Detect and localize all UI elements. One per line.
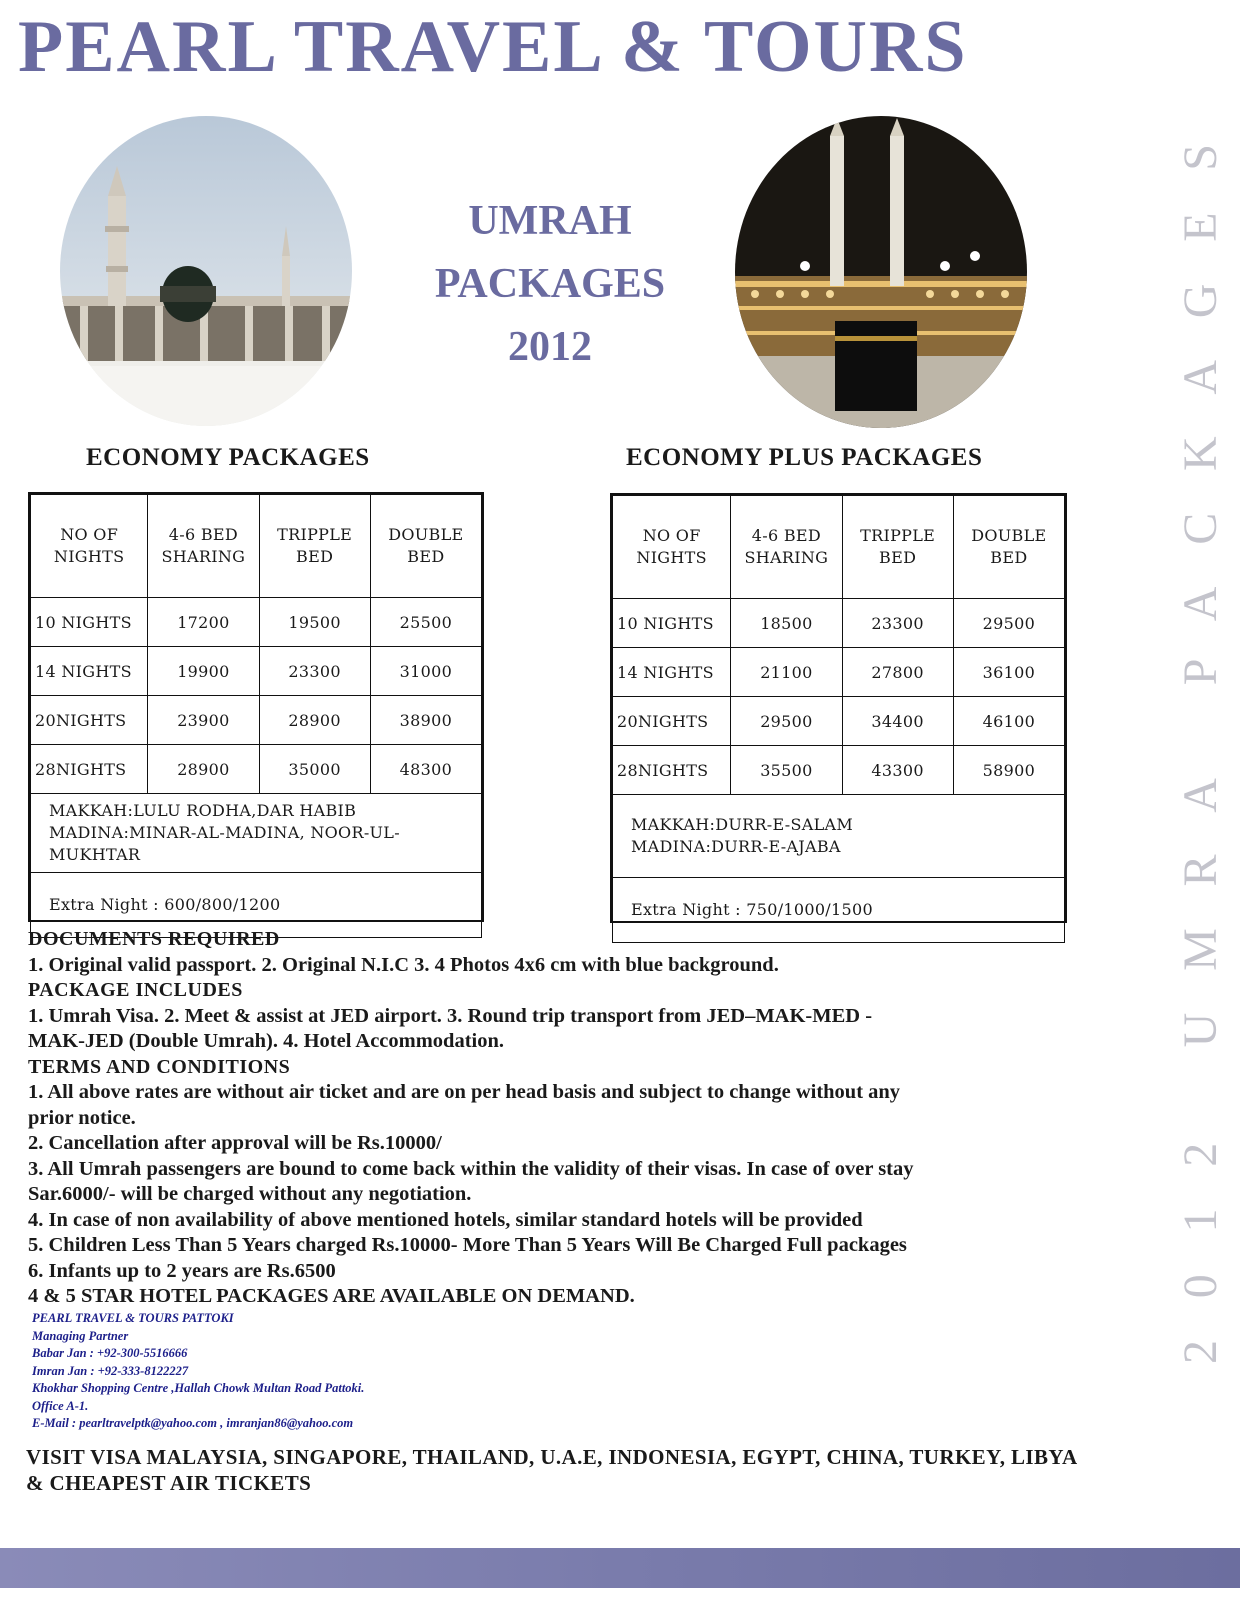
umrah-title-line2: PACKAGES bbox=[434, 261, 666, 307]
contact-block bbox=[32, 1310, 632, 1433]
price-cell: 58900 bbox=[953, 746, 1064, 795]
table-row bbox=[613, 697, 1065, 746]
side-watermark-text: 2012 UMRA PACKAGES bbox=[1174, 144, 1227, 1364]
umrah-title-line1: UMRAH bbox=[468, 198, 632, 244]
visit-visa-banner bbox=[26, 1444, 1226, 1496]
price-cell: 27800 bbox=[842, 648, 953, 697]
price-cell: 38900 bbox=[370, 696, 481, 745]
economy-packages-table bbox=[28, 492, 484, 922]
nights-cell: 28NIGHTS bbox=[31, 745, 148, 794]
includes-line2: MAK-JED (Double Umrah). 4. Hotel Accommodation. bbox=[28, 1030, 505, 1052]
terms-line: Sar.6000/- will be charged without any negotiation. bbox=[28, 1183, 472, 1205]
table-row bbox=[31, 745, 482, 794]
contact-role: Managing Partner bbox=[32, 1328, 129, 1343]
header-shared: 4-6 BED SHARING bbox=[148, 495, 259, 598]
price-cell: 31000 bbox=[370, 647, 481, 696]
documents-line: 1. Original valid passport. 2. Original N.I.C 3. 4 Photos 4x6 cm with blue background. bbox=[28, 953, 779, 976]
economy-hotels bbox=[31, 794, 482, 873]
price-cell: 28900 bbox=[259, 696, 370, 745]
terms-heading: TERMS AND CONDITIONS bbox=[28, 1055, 291, 1078]
table-row bbox=[31, 598, 482, 647]
economy-plus-hotels bbox=[613, 795, 1065, 878]
contact-company: PEARL TRAVEL & TOURS PATTOKI bbox=[32, 1311, 234, 1325]
header-triple: TRIPPLE BED bbox=[259, 495, 370, 598]
umrah-packages-title bbox=[380, 190, 720, 379]
contact-office: Office A-1. bbox=[32, 1398, 89, 1413]
nights-cell: 14 NIGHTS bbox=[613, 648, 731, 697]
kaaba-illustration bbox=[735, 116, 1027, 428]
header-double: DOUBLE BED bbox=[953, 496, 1064, 599]
terms-line: 4 & 5 STAR HOTEL PACKAGES ARE AVAILABLE ON DEMAND. bbox=[28, 1285, 635, 1307]
header-triple: TRIPPLE BED bbox=[842, 496, 953, 599]
contact-address: Khokhar Shopping Centre ,Hallah Chowk Multan Road Pattoki. bbox=[32, 1381, 365, 1395]
price-cell: 46100 bbox=[953, 697, 1064, 746]
kaaba-photo bbox=[735, 116, 1027, 428]
price-cell: 36100 bbox=[953, 648, 1064, 697]
economy-plus-packages-heading: ECONOMY PLUS PACKAGES bbox=[626, 444, 983, 471]
price-cell: 21100 bbox=[731, 648, 842, 697]
price-cell: 23300 bbox=[842, 599, 953, 648]
price-cell: 28900 bbox=[148, 745, 259, 794]
economy-extra-night: Extra Night : 600/800/1200 bbox=[31, 873, 482, 938]
price-cell: 43300 bbox=[842, 746, 953, 795]
terms-line: 6. Infants up to 2 years are Rs.6500 bbox=[28, 1259, 336, 1282]
price-cell: 35000 bbox=[259, 745, 370, 794]
price-cell: 35500 bbox=[731, 746, 842, 795]
nights-cell: 10 NIGHTS bbox=[31, 598, 148, 647]
table-row bbox=[613, 599, 1065, 648]
table-row bbox=[31, 696, 482, 745]
economy-plus-extra-night: Extra Night : 750/1000/1500 bbox=[613, 878, 1065, 943]
conditions-section bbox=[28, 927, 1168, 1310]
price-cell: 23900 bbox=[148, 696, 259, 745]
hotel-madina-cont: MUKHTAR bbox=[49, 845, 141, 864]
madinah-mosque-illustration bbox=[60, 116, 352, 426]
table-row bbox=[613, 648, 1065, 697]
header-nights: NO OF NIGHTS bbox=[613, 496, 731, 599]
table-row bbox=[613, 746, 1065, 795]
terms-line: 5. Children Less Than 5 Years charged Rs.10000- More Than 5 Years Will Be Charged Full packages bbox=[28, 1234, 907, 1256]
hotel-makkah: MAKKAH:DURR-E-SALAM bbox=[631, 815, 854, 834]
includes-line1: 1. Umrah Visa. 2. Meet & assist at JED airport. 3. Round trip transport from JED–MAK-MED - bbox=[28, 1004, 873, 1027]
nights-cell: 20NIGHTS bbox=[31, 696, 148, 745]
contact-email: E-Mail : pearltravelptk@yahoo.com , imranjan86@yahoo.com bbox=[32, 1416, 354, 1430]
terms-line: 1. All above rates are without air ticket and are on per head basis and subject to change without any bbox=[28, 1081, 901, 1103]
terms-line: 3. All Umrah passengers are bound to come back within the validity of their visas. In case of over stay bbox=[28, 1157, 914, 1180]
economy-plus-packages-table bbox=[610, 493, 1067, 923]
hotel-makkah: MAKKAH:LULU RODHA,DAR HABIB bbox=[49, 801, 357, 820]
header-double: DOUBLE BED bbox=[370, 495, 481, 598]
price-cell: 25500 bbox=[370, 598, 481, 647]
price-cell: 18500 bbox=[731, 599, 842, 648]
madinah-mosque-photo bbox=[60, 116, 352, 426]
price-cell: 48300 bbox=[370, 745, 481, 794]
footer-bar bbox=[0, 1548, 1240, 1588]
umrah-title-year: 2012 bbox=[508, 324, 592, 370]
terms-line: prior notice. bbox=[28, 1106, 136, 1129]
hotel-madina: MADINA:MINAR-AL-MADINA, NOOR-UL- bbox=[49, 823, 400, 842]
header-shared: 4-6 BED SHARING bbox=[731, 496, 842, 599]
side-watermark bbox=[1172, 132, 1232, 1372]
price-cell: 29500 bbox=[953, 599, 1064, 648]
price-cell: 34400 bbox=[842, 697, 953, 746]
hotel-madina: MADINA:DURR-E-AJABA bbox=[631, 837, 841, 856]
nights-cell: 20NIGHTS bbox=[613, 697, 731, 746]
price-cell: 17200 bbox=[148, 598, 259, 647]
page-title: PEARL TRAVEL & TOURS bbox=[18, 6, 968, 88]
nights-cell: 10 NIGHTS bbox=[613, 599, 731, 648]
header-nights: NO OF NIGHTS bbox=[31, 495, 148, 598]
includes-heading: PACKAGE INCLUDES bbox=[28, 979, 243, 1001]
economy-packages-heading: ECONOMY PACKAGES bbox=[86, 444, 370, 471]
table-row bbox=[31, 647, 482, 696]
price-cell: 19900 bbox=[148, 647, 259, 696]
contact-phone-babar: Babar Jan : +92-300-5516666 bbox=[32, 1346, 188, 1360]
nights-cell: 28NIGHTS bbox=[613, 746, 731, 795]
price-cell: 29500 bbox=[731, 697, 842, 746]
visit-line2: & CHEAPEST AIR TICKETS bbox=[26, 1471, 312, 1495]
documents-heading: DOCUMENTS REQUIRED bbox=[28, 928, 280, 950]
terms-line: 2. Cancellation after approval will be Rs.10000/ bbox=[28, 1132, 442, 1154]
price-cell: 19500 bbox=[259, 598, 370, 647]
contact-phone-imran: Imran Jan : +92-333-8122227 bbox=[32, 1363, 189, 1378]
nights-cell: 14 NIGHTS bbox=[31, 647, 148, 696]
visit-line1: VISIT VISA MALAYSIA, SINGAPORE, THAILAND, U.A.E, INDONESIA, EGYPT, CHINA, TURKEY, LIBYA bbox=[26, 1445, 1078, 1469]
terms-line: 4. In case of non availability of above mentioned hotels, similar standard hotels will be provided bbox=[28, 1208, 863, 1231]
price-cell: 23300 bbox=[259, 647, 370, 696]
